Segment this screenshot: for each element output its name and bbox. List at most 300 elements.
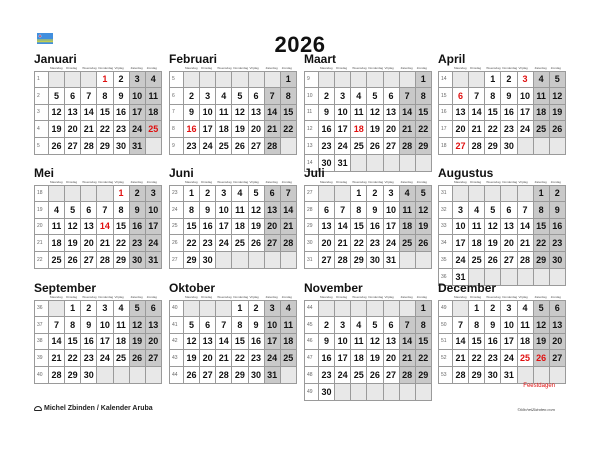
day-cell: 20 bbox=[384, 121, 400, 138]
weekday-name: Zaterdag bbox=[130, 66, 143, 70]
day-cell: 24 bbox=[453, 252, 469, 269]
day-cell: 28 bbox=[400, 367, 416, 384]
week-number: 50 bbox=[438, 317, 453, 334]
empty-cell bbox=[469, 185, 485, 202]
day-cell: 5 bbox=[130, 300, 146, 317]
day-cell: 19 bbox=[130, 334, 146, 351]
day-cell: 31 bbox=[130, 138, 146, 155]
day-cell: 30 bbox=[319, 384, 335, 401]
week-number: 32 bbox=[438, 202, 453, 219]
day-cell: 28 bbox=[97, 252, 113, 269]
day-cell: 5 bbox=[49, 88, 65, 105]
day-cell: 10 bbox=[216, 202, 232, 219]
weekday-name: Vrijdag bbox=[114, 66, 124, 70]
day-cell: 2 bbox=[81, 300, 97, 317]
day-cell: 12 bbox=[485, 219, 501, 236]
week-number: 48 bbox=[304, 367, 319, 384]
weekday-name: Zondag bbox=[550, 295, 561, 299]
day-cell: 4 bbox=[351, 317, 367, 334]
day-cell: 30 bbox=[200, 252, 216, 269]
week-number: 22 bbox=[34, 252, 49, 269]
week-number: 33 bbox=[438, 219, 453, 236]
empty-cell bbox=[485, 185, 501, 202]
day-cell: 12 bbox=[184, 334, 200, 351]
day-cell: 25 bbox=[534, 121, 550, 138]
empty-cell bbox=[281, 367, 297, 384]
day-cell: 19 bbox=[534, 334, 550, 351]
day-cell: 7 bbox=[49, 317, 65, 334]
day-cell: 30 bbox=[130, 252, 146, 269]
day-cell: 11 bbox=[114, 317, 130, 334]
empty-cell bbox=[232, 252, 248, 269]
day-cell: 1 bbox=[416, 300, 432, 317]
day-cell: 16 bbox=[130, 219, 146, 236]
day-cell: 30 bbox=[367, 252, 383, 269]
weekday-name: Donderdag bbox=[502, 295, 518, 299]
weekday-name: Dinsdag bbox=[470, 180, 482, 184]
day-cell: 11 bbox=[518, 317, 534, 334]
day-cell: 14 bbox=[400, 334, 416, 351]
day-cell: 22 bbox=[469, 350, 485, 367]
day-cell: 7 bbox=[281, 185, 297, 202]
day-cell: 5 bbox=[65, 202, 81, 219]
day-cell: 2 bbox=[319, 88, 335, 105]
day-cell: 6 bbox=[319, 202, 335, 219]
day-cell: 29 bbox=[416, 138, 432, 155]
month-grid bbox=[169, 185, 297, 269]
day-cell: 15 bbox=[232, 334, 248, 351]
day-cell: 11 bbox=[534, 88, 550, 105]
day-cell: 20 bbox=[550, 334, 566, 351]
day-cell: 31 bbox=[335, 155, 351, 172]
empty-cell bbox=[249, 252, 265, 269]
week-number: 25 bbox=[169, 219, 184, 236]
day-cell: 20 bbox=[200, 350, 216, 367]
day-cell: 21 bbox=[97, 235, 113, 252]
day-cell: 27 bbox=[81, 252, 97, 269]
weekday-name: Maandag bbox=[50, 66, 63, 70]
weekday-name: Woensdag bbox=[82, 295, 97, 299]
week-number: 17 bbox=[438, 121, 453, 138]
weekday-name: Vrijdag bbox=[518, 180, 528, 184]
empty-cell bbox=[81, 185, 97, 202]
holiday-day-cell: 1 bbox=[97, 71, 113, 88]
day-cell: 8 bbox=[65, 317, 81, 334]
day-cell: 4 bbox=[281, 300, 297, 317]
day-cell: 8 bbox=[534, 202, 550, 219]
empty-cell bbox=[335, 71, 351, 88]
empty-cell bbox=[550, 138, 566, 155]
weekday-name: Donderdag bbox=[98, 180, 114, 184]
day-cell: 27 bbox=[200, 367, 216, 384]
day-cell: 11 bbox=[146, 88, 162, 105]
weekday-name: Zaterdag bbox=[265, 66, 278, 70]
day-cell: 10 bbox=[501, 317, 517, 334]
day-cell: 11 bbox=[216, 105, 232, 122]
day-cell: 10 bbox=[335, 334, 351, 351]
month-name: Juni bbox=[169, 166, 194, 180]
week-number: 39 bbox=[34, 350, 49, 367]
holiday-day-cell: 18 bbox=[351, 121, 367, 138]
day-cell: 19 bbox=[367, 121, 383, 138]
day-cell: 23 bbox=[81, 350, 97, 367]
empty-cell bbox=[534, 269, 550, 286]
empty-cell bbox=[518, 269, 534, 286]
weekday-name: Zondag bbox=[146, 66, 157, 70]
day-cell: 9 bbox=[550, 202, 566, 219]
week-number: 38 bbox=[34, 334, 49, 351]
day-cell: 21 bbox=[216, 350, 232, 367]
holiday-day-cell: 16 bbox=[184, 121, 200, 138]
weekday-name: Donderdag bbox=[98, 295, 114, 299]
day-cell: 28 bbox=[518, 252, 534, 269]
empty-cell bbox=[146, 138, 162, 155]
weekday-name: Dinsdag bbox=[470, 66, 482, 70]
weekday-name: Donderdag bbox=[233, 295, 249, 299]
week-number: 9 bbox=[304, 71, 319, 88]
day-cell: 31 bbox=[501, 367, 517, 384]
weekday-name: Woensdag bbox=[352, 180, 367, 184]
day-cell: 24 bbox=[335, 138, 351, 155]
week-number: 47 bbox=[304, 350, 319, 367]
day-cell: 6 bbox=[501, 202, 517, 219]
weekday-name: Zaterdag bbox=[130, 180, 143, 184]
day-cell: 8 bbox=[281, 88, 297, 105]
day-cell: 19 bbox=[249, 219, 265, 236]
day-cell: 28 bbox=[335, 252, 351, 269]
weekday-name: Donderdag bbox=[233, 66, 249, 70]
weekday-name: Zondag bbox=[281, 180, 292, 184]
day-cell: 12 bbox=[416, 202, 432, 219]
day-cell: 25 bbox=[351, 367, 367, 384]
day-cell: 21 bbox=[281, 219, 297, 236]
day-cell: 21 bbox=[400, 350, 416, 367]
day-cell: 6 bbox=[146, 300, 162, 317]
week-number: 36 bbox=[34, 300, 49, 317]
day-cell: 22 bbox=[534, 235, 550, 252]
day-cell: 31 bbox=[384, 252, 400, 269]
day-cell: 15 bbox=[184, 219, 200, 236]
week-number: 46 bbox=[304, 334, 319, 351]
day-cell: 5 bbox=[550, 71, 566, 88]
day-cell: 25 bbox=[114, 350, 130, 367]
day-cell: 26 bbox=[232, 138, 248, 155]
week-number: 43 bbox=[169, 350, 184, 367]
day-cell: 27 bbox=[384, 138, 400, 155]
week-number: 2 bbox=[34, 88, 49, 105]
weekday-name: Maandag bbox=[454, 66, 467, 70]
day-cell: 3 bbox=[335, 88, 351, 105]
day-cell: 9 bbox=[501, 88, 517, 105]
day-cell: 1 bbox=[232, 300, 248, 317]
day-cell: 5 bbox=[249, 185, 265, 202]
day-cell: 11 bbox=[281, 317, 297, 334]
day-cell: 8 bbox=[351, 202, 367, 219]
day-cell: 10 bbox=[97, 317, 113, 334]
day-cell: 10 bbox=[146, 202, 162, 219]
week-number: 40 bbox=[34, 367, 49, 384]
day-cell: 29 bbox=[416, 367, 432, 384]
weekday-name: Vrijdag bbox=[384, 295, 394, 299]
empty-cell bbox=[97, 185, 113, 202]
empty-cell bbox=[367, 384, 383, 401]
day-cell: 6 bbox=[65, 88, 81, 105]
day-cell: 23 bbox=[501, 121, 517, 138]
day-cell: 7 bbox=[518, 202, 534, 219]
empty-cell bbox=[265, 252, 281, 269]
day-cell: 22 bbox=[351, 235, 367, 252]
weekday-name: Woensdag bbox=[217, 295, 232, 299]
empty-cell bbox=[281, 138, 297, 155]
day-cell: 15 bbox=[485, 105, 501, 122]
day-cell: 21 bbox=[335, 235, 351, 252]
day-cell: 28 bbox=[281, 235, 297, 252]
day-cell: 21 bbox=[400, 121, 416, 138]
day-cell: 15 bbox=[281, 105, 297, 122]
day-cell: 25 bbox=[232, 235, 248, 252]
day-cell: 14 bbox=[400, 105, 416, 122]
day-cell: 12 bbox=[367, 334, 383, 351]
day-cell: 22 bbox=[232, 350, 248, 367]
week-number: 49 bbox=[304, 384, 319, 401]
day-cell: 26 bbox=[49, 138, 65, 155]
day-cell: 20 bbox=[453, 121, 469, 138]
day-cell: 7 bbox=[81, 88, 97, 105]
day-cell: 12 bbox=[249, 202, 265, 219]
holiday-day-cell: 1 bbox=[114, 185, 130, 202]
weekday-name: Maandag bbox=[320, 66, 333, 70]
day-cell: 21 bbox=[518, 235, 534, 252]
weekday-name: Dinsdag bbox=[336, 295, 348, 299]
day-cell: 4 bbox=[146, 71, 162, 88]
day-cell: 3 bbox=[384, 185, 400, 202]
day-cell: 9 bbox=[130, 202, 146, 219]
day-cell: 25 bbox=[469, 252, 485, 269]
day-cell: 11 bbox=[351, 334, 367, 351]
day-cell: 27 bbox=[319, 252, 335, 269]
day-cell: 24 bbox=[501, 350, 517, 367]
day-cell: 3 bbox=[501, 300, 517, 317]
day-cell: 13 bbox=[265, 202, 281, 219]
day-cell: 15 bbox=[534, 219, 550, 236]
weekday-name: Donderdag bbox=[502, 66, 518, 70]
week-number: 11 bbox=[304, 105, 319, 122]
day-cell: 24 bbox=[265, 350, 281, 367]
day-cell: 27 bbox=[249, 138, 265, 155]
week-number: 18 bbox=[34, 185, 49, 202]
day-cell: 19 bbox=[416, 219, 432, 236]
day-cell: 27 bbox=[65, 138, 81, 155]
day-cell: 1 bbox=[281, 71, 297, 88]
empty-cell bbox=[146, 367, 162, 384]
day-cell: 9 bbox=[184, 105, 200, 122]
day-cell: 24 bbox=[518, 121, 534, 138]
day-cell: 23 bbox=[184, 138, 200, 155]
website-credit: ©MichelZbinden.com bbox=[517, 407, 555, 412]
empty-cell bbox=[384, 71, 400, 88]
empty-cell bbox=[335, 384, 351, 401]
day-cell: 25 bbox=[351, 138, 367, 155]
day-cell: 2 bbox=[200, 185, 216, 202]
day-cell: 19 bbox=[49, 121, 65, 138]
day-cell: 6 bbox=[200, 317, 216, 334]
day-cell: 17 bbox=[453, 235, 469, 252]
day-cell: 1 bbox=[469, 300, 485, 317]
holiday-day-cell: 26 bbox=[534, 350, 550, 367]
empty-cell bbox=[281, 252, 297, 269]
weekday-name: Zondag bbox=[550, 66, 561, 70]
weekday-name: Vrijdag bbox=[114, 180, 124, 184]
empty-cell bbox=[469, 71, 485, 88]
day-cell: 8 bbox=[184, 202, 200, 219]
day-cell: 22 bbox=[485, 121, 501, 138]
day-cell: 14 bbox=[469, 105, 485, 122]
week-number: 7 bbox=[169, 105, 184, 122]
month-name: Maart bbox=[304, 52, 337, 66]
week-number: 36 bbox=[438, 269, 453, 286]
day-cell: 2 bbox=[367, 185, 383, 202]
empty-cell bbox=[249, 71, 265, 88]
day-cell: 2 bbox=[485, 300, 501, 317]
day-cell: 18 bbox=[518, 334, 534, 351]
month-grid bbox=[438, 300, 566, 384]
week-number: 42 bbox=[169, 334, 184, 351]
week-number: 3 bbox=[34, 105, 49, 122]
day-cell: 24 bbox=[384, 235, 400, 252]
empty-cell bbox=[49, 300, 65, 317]
week-number: 31 bbox=[438, 185, 453, 202]
empty-cell bbox=[400, 155, 416, 172]
weekday-name: Donderdag bbox=[233, 180, 249, 184]
day-cell: 16 bbox=[550, 219, 566, 236]
day-cell: 14 bbox=[453, 334, 469, 351]
weekday-name: Woensdag bbox=[82, 180, 97, 184]
empty-cell bbox=[534, 367, 550, 384]
day-cell: 10 bbox=[384, 202, 400, 219]
month-grid bbox=[34, 185, 162, 269]
weekday-name: Dinsdag bbox=[336, 66, 348, 70]
day-cell: 9 bbox=[114, 88, 130, 105]
weekday-name: Maandag bbox=[185, 66, 198, 70]
day-cell: 6 bbox=[265, 185, 281, 202]
empty-cell bbox=[319, 300, 335, 317]
week-number: 30 bbox=[304, 235, 319, 252]
week-number: 20 bbox=[34, 219, 49, 236]
weekday-name: Woensdag bbox=[352, 295, 367, 299]
day-cell: 6 bbox=[384, 88, 400, 105]
day-cell: 13 bbox=[453, 105, 469, 122]
week-number: 5 bbox=[169, 71, 184, 88]
empty-cell bbox=[65, 185, 81, 202]
week-number: 4 bbox=[34, 121, 49, 138]
day-cell: 4 bbox=[232, 185, 248, 202]
day-cell: 8 bbox=[232, 317, 248, 334]
day-cell: 16 bbox=[367, 219, 383, 236]
day-cell: 17 bbox=[335, 350, 351, 367]
week-number: 21 bbox=[34, 235, 49, 252]
day-cell: 18 bbox=[351, 350, 367, 367]
day-cell: 23 bbox=[130, 235, 146, 252]
day-cell: 18 bbox=[49, 235, 65, 252]
empty-cell bbox=[534, 138, 550, 155]
day-cell: 13 bbox=[65, 105, 81, 122]
week-number: 10 bbox=[304, 88, 319, 105]
day-cell: 17 bbox=[501, 334, 517, 351]
week-number: 5 bbox=[34, 138, 49, 155]
empty-cell bbox=[416, 384, 432, 401]
day-cell: 4 bbox=[534, 71, 550, 88]
weekday-name: Dinsdag bbox=[470, 295, 482, 299]
day-cell: 22 bbox=[281, 121, 297, 138]
day-cell: 1 bbox=[534, 185, 550, 202]
weekday-name: Donderdag bbox=[98, 66, 114, 70]
day-cell: 10 bbox=[200, 105, 216, 122]
month-grid bbox=[169, 71, 297, 155]
day-cell: 11 bbox=[49, 219, 65, 236]
day-cell: 23 bbox=[319, 138, 335, 155]
day-cell: 26 bbox=[65, 252, 81, 269]
empty-cell bbox=[184, 71, 200, 88]
day-cell: 15 bbox=[416, 334, 432, 351]
empty-cell bbox=[550, 367, 566, 384]
day-cell: 13 bbox=[550, 317, 566, 334]
weekday-name: Woensdag bbox=[486, 295, 501, 299]
weekday-name: Dinsdag bbox=[66, 180, 78, 184]
day-cell: 26 bbox=[130, 350, 146, 367]
month-name: Oktober bbox=[169, 281, 216, 295]
day-cell: 26 bbox=[184, 367, 200, 384]
calendar-title: 2026 bbox=[274, 32, 326, 57]
month-grid bbox=[34, 300, 162, 384]
aruba-flag-icon bbox=[37, 33, 53, 44]
empty-cell bbox=[400, 71, 416, 88]
month-grid bbox=[304, 300, 432, 401]
holiday-day-cell: 14 bbox=[97, 219, 113, 236]
empty-cell bbox=[49, 185, 65, 202]
day-cell: 19 bbox=[65, 235, 81, 252]
day-cell: 10 bbox=[453, 219, 469, 236]
day-cell: 20 bbox=[81, 235, 97, 252]
author-credit-text: Michel Zbinden / Kalender Aruba bbox=[44, 405, 153, 412]
empty-cell bbox=[200, 300, 216, 317]
day-cell: 16 bbox=[114, 105, 130, 122]
day-cell: 6 bbox=[384, 317, 400, 334]
day-cell: 27 bbox=[265, 235, 281, 252]
week-number: 53 bbox=[438, 367, 453, 384]
week-number: 9 bbox=[169, 138, 184, 155]
day-cell: 17 bbox=[146, 219, 162, 236]
day-cell: 14 bbox=[281, 202, 297, 219]
weekday-name: Vrijdag bbox=[249, 180, 259, 184]
month-name: Augustus bbox=[438, 166, 494, 180]
week-number: 41 bbox=[169, 317, 184, 334]
day-cell: 25 bbox=[281, 350, 297, 367]
week-number: 44 bbox=[169, 367, 184, 384]
day-cell: 19 bbox=[232, 121, 248, 138]
weekday-name: Vrijdag bbox=[249, 295, 259, 299]
holiday-legend: Feestdagen bbox=[523, 383, 555, 389]
day-cell: 23 bbox=[550, 235, 566, 252]
day-cell: 10 bbox=[130, 88, 146, 105]
empty-cell bbox=[501, 269, 517, 286]
day-cell: 5 bbox=[367, 88, 383, 105]
day-cell: 18 bbox=[232, 219, 248, 236]
day-cell: 18 bbox=[281, 334, 297, 351]
empty-cell bbox=[400, 384, 416, 401]
week-number: 28 bbox=[304, 202, 319, 219]
day-cell: 30 bbox=[114, 138, 130, 155]
empty-cell bbox=[453, 185, 469, 202]
